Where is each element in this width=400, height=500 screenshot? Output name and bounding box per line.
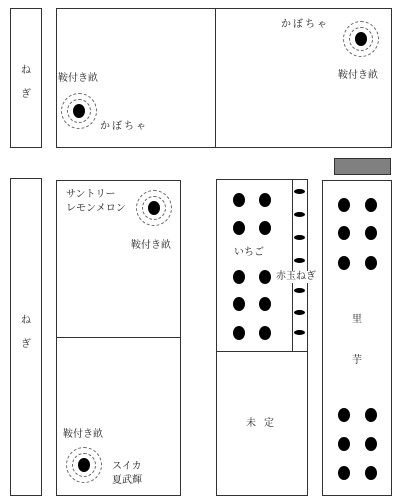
taro-plant-marker [338, 408, 350, 422]
taro-plant-marker [365, 437, 377, 451]
strawberry-plant-marker [259, 270, 271, 284]
undecided-label: 未定 [246, 418, 282, 429]
onion-plant-marker [294, 310, 305, 315]
onion-plant-marker [294, 258, 305, 263]
onion-plant-marker [294, 288, 305, 293]
taro-plant-marker [365, 466, 377, 480]
watermelon-label-line2: 夏武輝 [112, 475, 142, 486]
onion-label: 赤玉ねぎ [276, 271, 316, 282]
negi-strip-bottom [10, 178, 42, 496]
watermelon-plant-marker [66, 447, 102, 483]
taro-plant-marker [338, 226, 350, 240]
watermelon-label-line1: スイカ [112, 461, 142, 472]
strawberry-plant-marker [259, 193, 271, 207]
grey-marker [334, 158, 391, 175]
strawberry-plant-marker [259, 221, 271, 235]
strawberry-plant-marker [233, 270, 245, 284]
melon-label-line1: サントリー [66, 189, 116, 200]
taro-plant-marker [365, 408, 377, 422]
melon-plant-marker [136, 190, 172, 226]
strawberry-plant-marker [233, 326, 245, 340]
strawberry-plant-marker [259, 326, 271, 340]
taro-plant-marker [338, 256, 350, 270]
pumpkin-right-hatchet-label: 鞍付き畝 [338, 70, 378, 81]
taro-label-char1: 里 [352, 314, 362, 325]
taro-plant-marker [338, 466, 350, 480]
pumpkin-left-crop-label: かぼちゃ [100, 121, 148, 132]
onion-plant-marker [294, 189, 305, 194]
pumpkin-right-plant-marker [343, 21, 379, 57]
melon-hatchet-label: 鞍付き畝 [131, 240, 171, 251]
onion-plant-marker [294, 212, 305, 217]
strawberry-plant-marker [233, 193, 245, 207]
taro-label-char2: 芋 [352, 355, 362, 366]
pumpkin-right-crop-label: かぼちゃ [281, 19, 329, 30]
taro-plant-marker [365, 226, 377, 240]
pumpkin-bed-divider [215, 8, 216, 148]
strawberry-plant-marker [259, 297, 271, 311]
taro-plant-marker [338, 198, 350, 212]
taro-plant-marker [365, 198, 377, 212]
negi-label-top: ね ぎ [21, 65, 31, 100]
pumpkin-left-plant-marker [61, 93, 97, 129]
strawberry-label: いちご [234, 247, 264, 258]
negi-label-bottom: ね ぎ [21, 315, 31, 350]
melon-label-line2: レモンメロン [66, 203, 126, 214]
strawberry-plant-marker [233, 297, 245, 311]
taro-plant-marker [365, 256, 377, 270]
taro-plot [322, 180, 392, 496]
taro-plant-marker [338, 437, 350, 451]
strawberry-plot [216, 179, 293, 352]
strawberry-plant-marker [233, 221, 245, 235]
negi-strip-top [10, 8, 42, 148]
onion-plant-marker [294, 235, 305, 240]
pumpkin-left-hatchet-label: 鞍付き畝 [58, 73, 98, 84]
onion-plant-marker [294, 330, 305, 335]
onion-strip [292, 179, 308, 352]
watermelon-hatchet-label: 鞍付き畝 [63, 429, 103, 440]
